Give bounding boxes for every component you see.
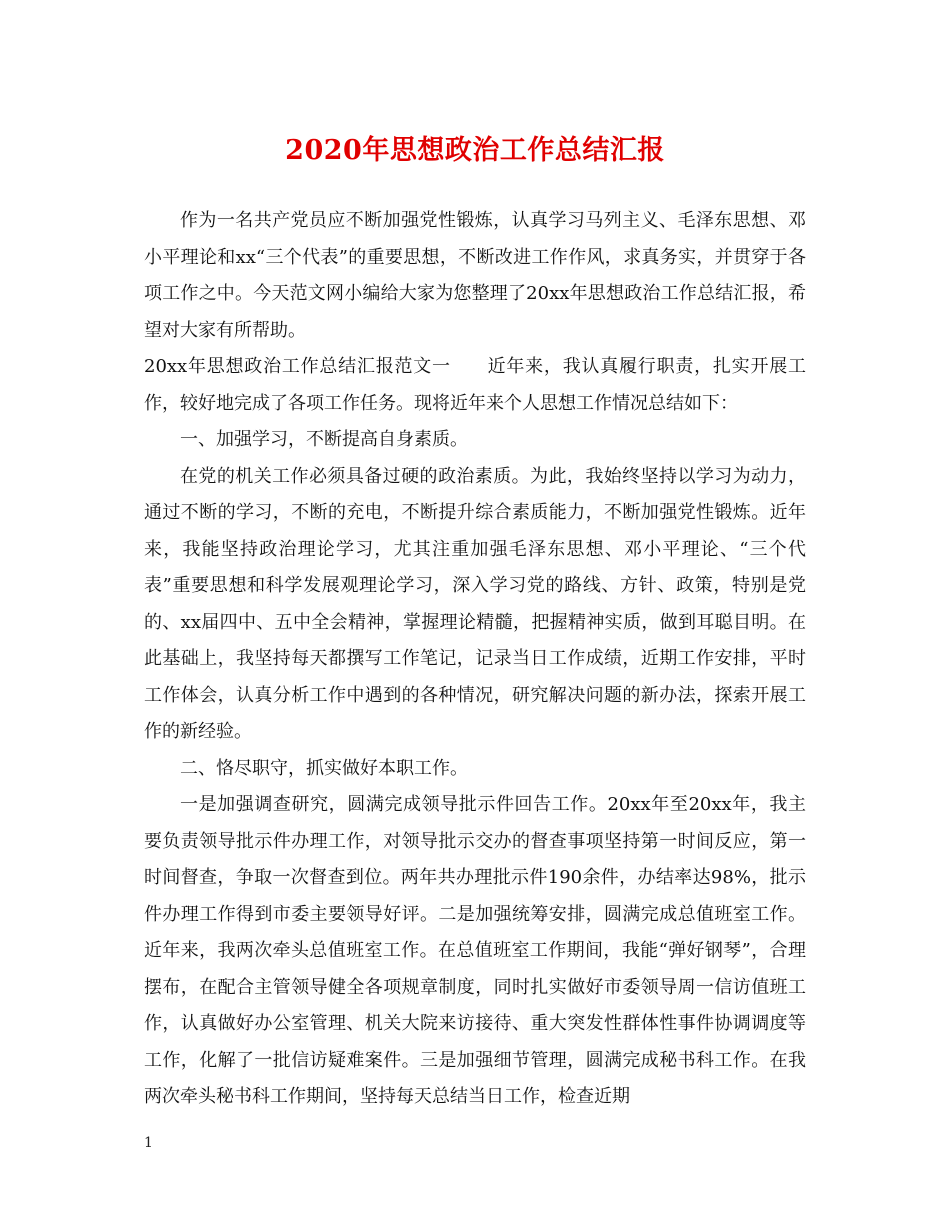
section1-heading: 一、加强学习，不断提高自身素质。 — [180, 429, 468, 450]
section1-paragraph: 在党的机关工作必须具备过硬的政治素质。为此，我始终坚持以学习为动力，通过不断的学习，不断的充电，不断提升综合素质能力，不断加强党性锻炼。近年来，我能坚持政治理论学习，尤其注重加强毛泽东思想、邓小平理论、“三个代表”重要思想和科学发展观理论学习，深入学习党的路线、方针、政策，特别是党的、xx届四中、五中全会精神，掌握理论精髓，把握精神实质，做到耳聪目明。在此基础上，我坚持每天都撰写工作笔记，记录当日工作成绩，近期工作安排，平时工作体会，认真分析工作中遇到的各种情况，研究解决问题的新办法，探索开展工作的新经验。 — [144, 465, 806, 742]
document-title: 2020年思想政治工作总结汇报 — [285, 135, 665, 166]
sample-heading: 20xx年思想政治工作总结汇报范文一 — [144, 356, 451, 377]
page-number: 1 — [144, 1135, 153, 1151]
sample-lead: 近年来，我认真履行职责，扎实开展工作，较好地完成了各项工作任务。现将近年来个人思想工作情况总结如下： — [144, 356, 806, 414]
section2-heading: 二、恪尽职守，抓实做好本职工作。 — [180, 757, 468, 779]
document-body — [144, 203, 806, 1116]
sample-paragraph — [144, 349, 806, 422]
section2-paragraph: 一是加强调查研究，圆满完成领导批示件回告工作。20xx年至20xx年，我主要负责领导批示件办理工作，对领导批示交办的督查事项坚持第一时间反应，第一时间督查，争取一次督查到位。两年共办理批示件190余件，办结率达98%，批示件办理工作得到市委主要领导好评。二是加强统筹安排，圆满完成总值班室工作。近年来，我两次牵头总值班室工作。在总值班室工作期间，我能“弹好钢琴”，合理摆布，在配合主管领导健全各项规章制度，同时扎实做好市委领导周一信访值班工作，认真做好办公室管理、机关大院来访接待、重大突发性群体性事件协调调度等工作，化解了一批信访疑难案件。三是加强细节管理，圆满完成秘书科工作。在我两次牵头秘书科工作期间，坚持每天总结当日工作，检查近期 — [144, 794, 806, 1107]
intro-paragraph: 作为一名共产党员应不断加强党性锻炼，认真学习马列主义、毛泽东思想、邓小平理论和xx“三个代表”的重要思想，不断改进工作作风，求真务实，并贯穿于各项工作之中。今天范文网小编给大家为您整理了20xx年思想政治工作总结汇报，希望对大家有所帮助。 — [144, 210, 806, 341]
